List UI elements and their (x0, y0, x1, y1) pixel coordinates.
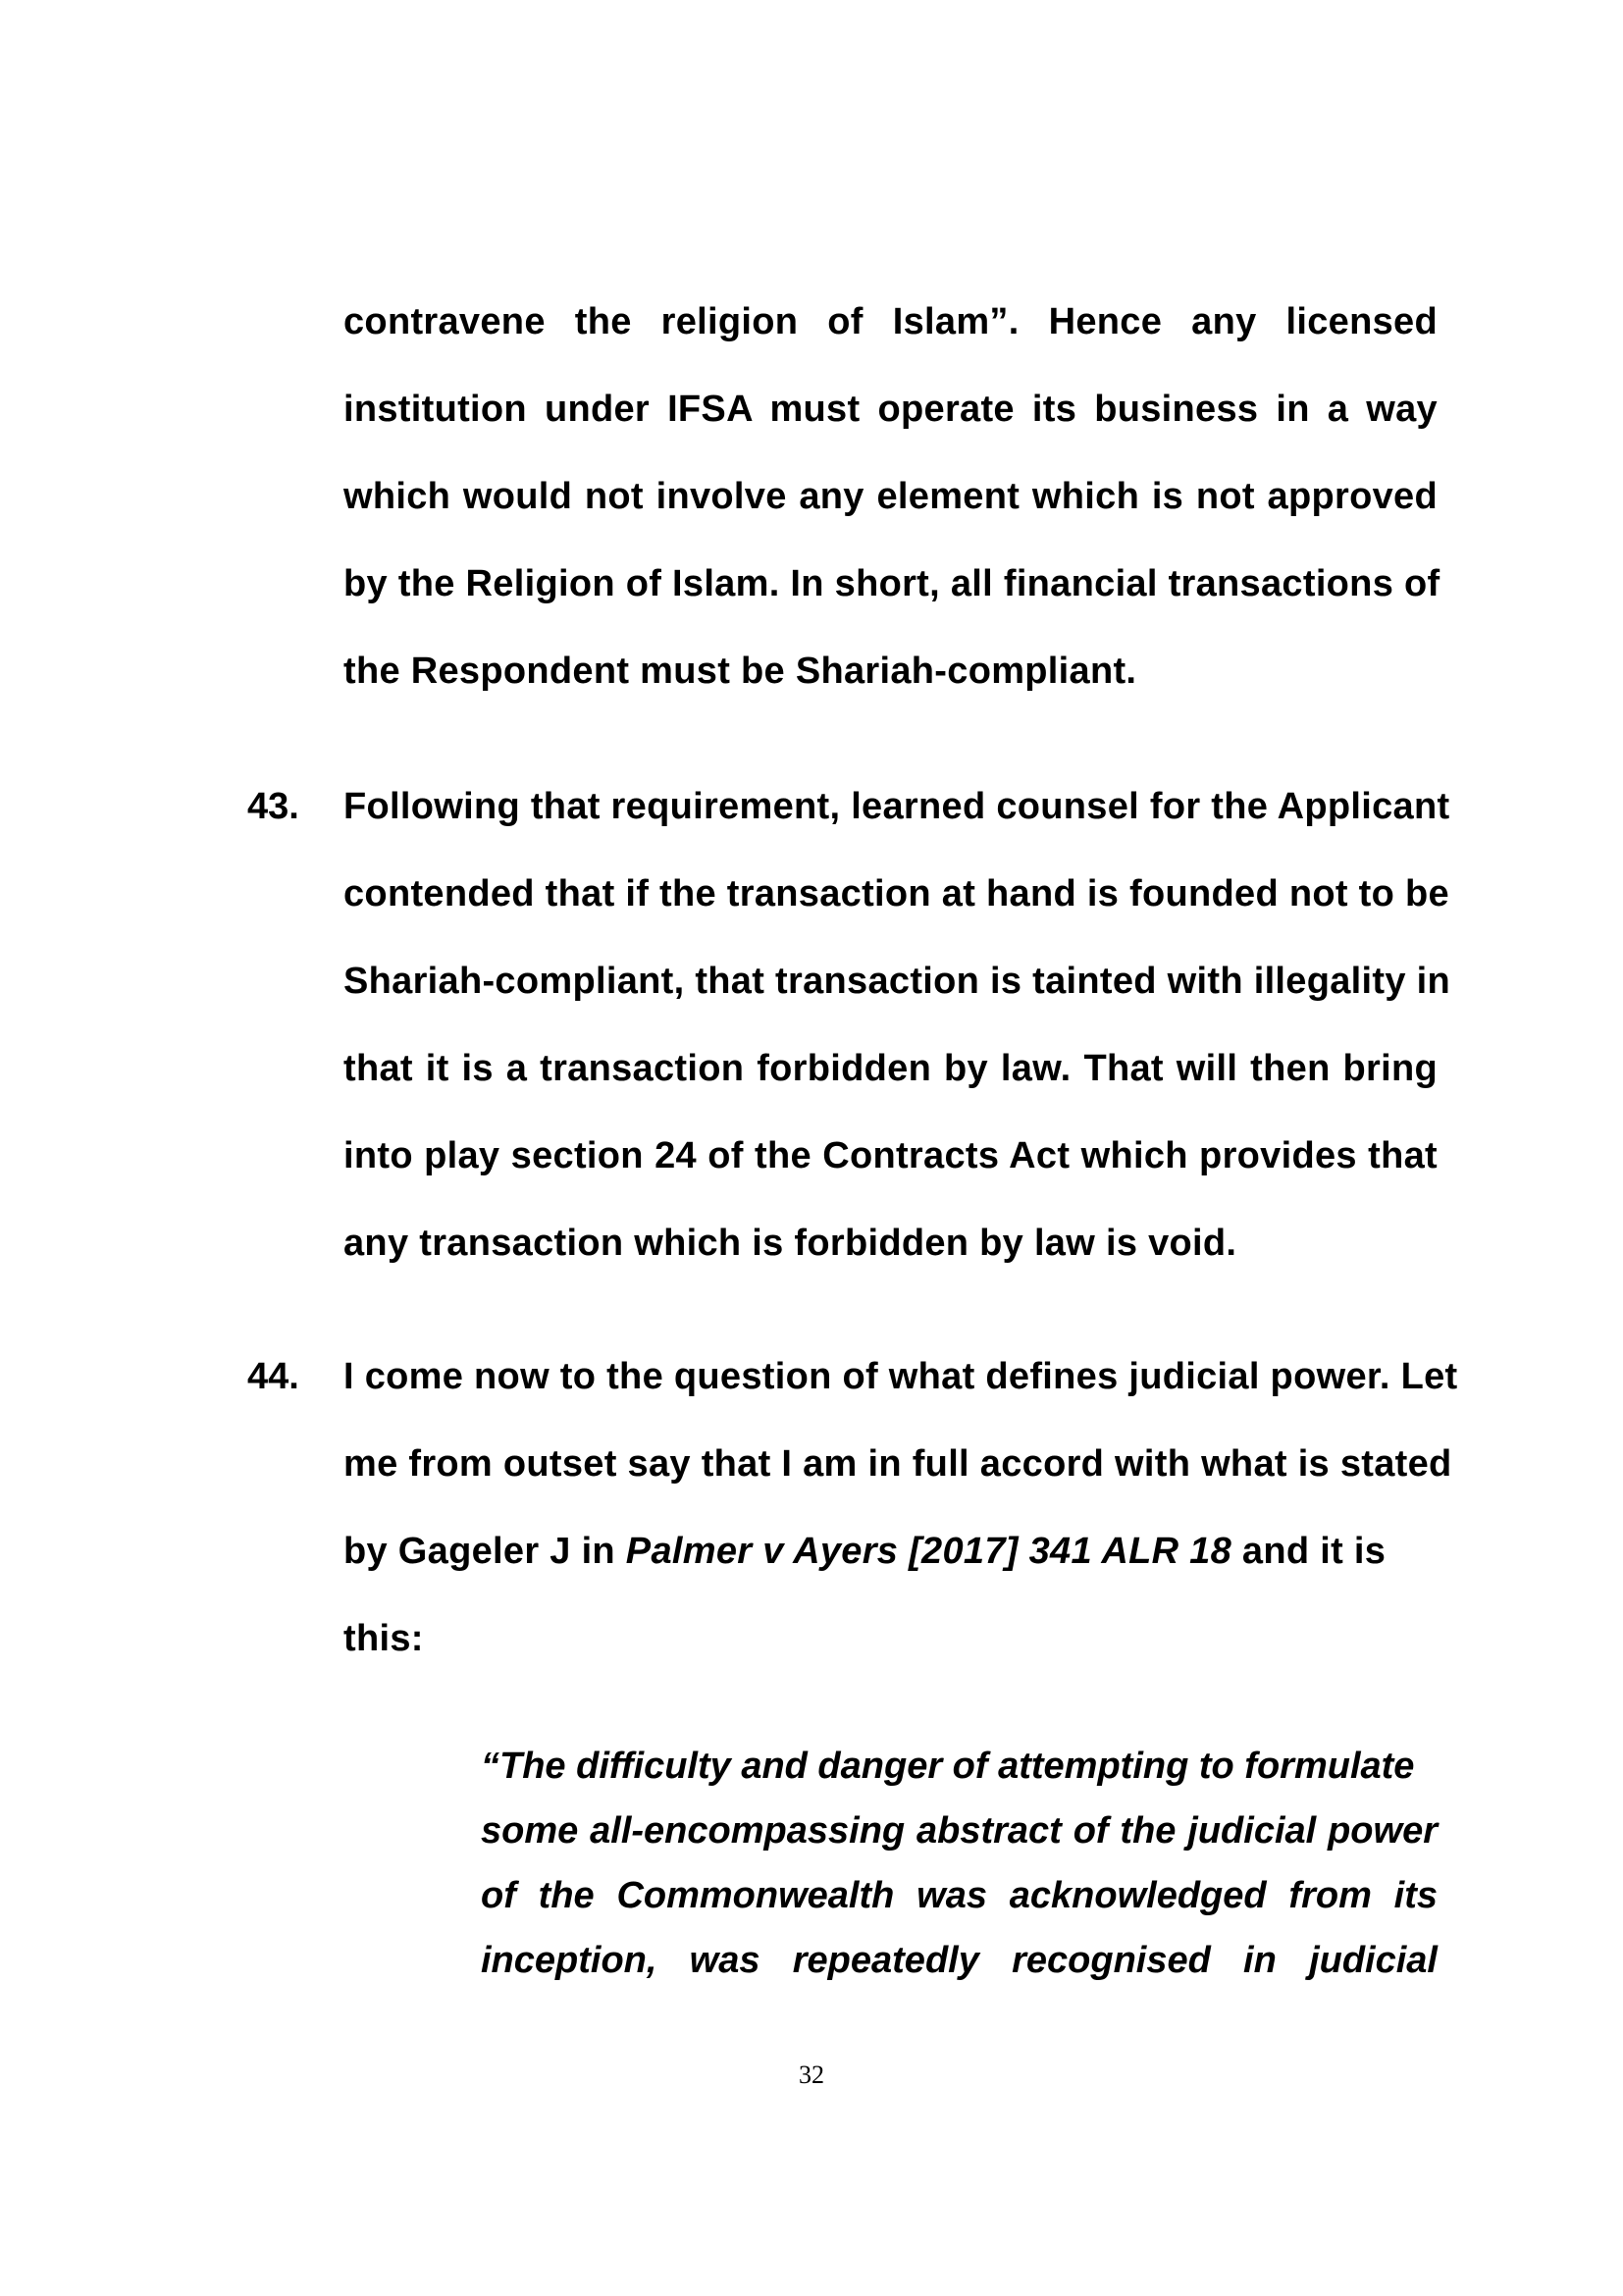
paragraph-42-line-2: institution under IFSA must operate its business in a way (343, 389, 1438, 430)
paragraph-44-number: 44. (247, 1356, 299, 1397)
paragraph-44-line-3 (343, 1530, 1438, 1573)
paragraph-44-line-2: me from outset say that I am in full accord with what is stated (343, 1443, 1452, 1485)
paragraph-42-line-1: contravene the religion of Islam”. Hence any licensed (343, 301, 1438, 342)
quote-line-4: inception, was repeatedly recognised in judicial (481, 1940, 1438, 1981)
paragraph-43-line-5: into play section 24 of the Contracts Act which provides that (343, 1135, 1438, 1176)
quote-line-3: of the Commonwealth was acknowledged from its (481, 1875, 1438, 1916)
paragraph-43-line-4: that it is a transaction forbidden by law. That will then bring (343, 1048, 1438, 1089)
paragraph-43-number: 43. (247, 786, 299, 827)
paragraph-43-line-6: any transaction which is forbidden by law is void. (343, 1223, 1237, 1264)
paragraph-44-line-1: I come now to the question of what defines judicial power. Let (343, 1356, 1458, 1397)
quote-line-1: “The difficulty and danger of attempting to formulate (481, 1746, 1415, 1787)
case-citation: Palmer v Ayers [2017] 341 ALR 18 (625, 1531, 1232, 1572)
citation-trail-text: and it is (1231, 1531, 1387, 1572)
paragraph-42-line-3: which would not involve any element which is not approved (343, 476, 1438, 517)
paragraph-43-line-1: Following that requirement, learned counsel for the Applicant (343, 786, 1450, 827)
citation-lead-text: by Gageler J in (343, 1531, 626, 1572)
paragraph-44-line-4: this: (343, 1618, 424, 1659)
paragraph-42-line-5: the Respondent must be Shariah-compliant. (343, 651, 1137, 692)
page-number: 32 (799, 2061, 824, 2089)
paragraph-43-line-2: contended that if the transaction at hand is founded not to be (343, 873, 1449, 914)
quote-line-2: some all-encompassing abstract of the judicial power (481, 1810, 1438, 1852)
paragraph-42-line-4: by the Religion of Islam. In short, all financial transactions of (343, 563, 1440, 604)
paragraph-43-line-3: Shariah-compliant, that transaction is tainted with illegality in (343, 961, 1450, 1002)
